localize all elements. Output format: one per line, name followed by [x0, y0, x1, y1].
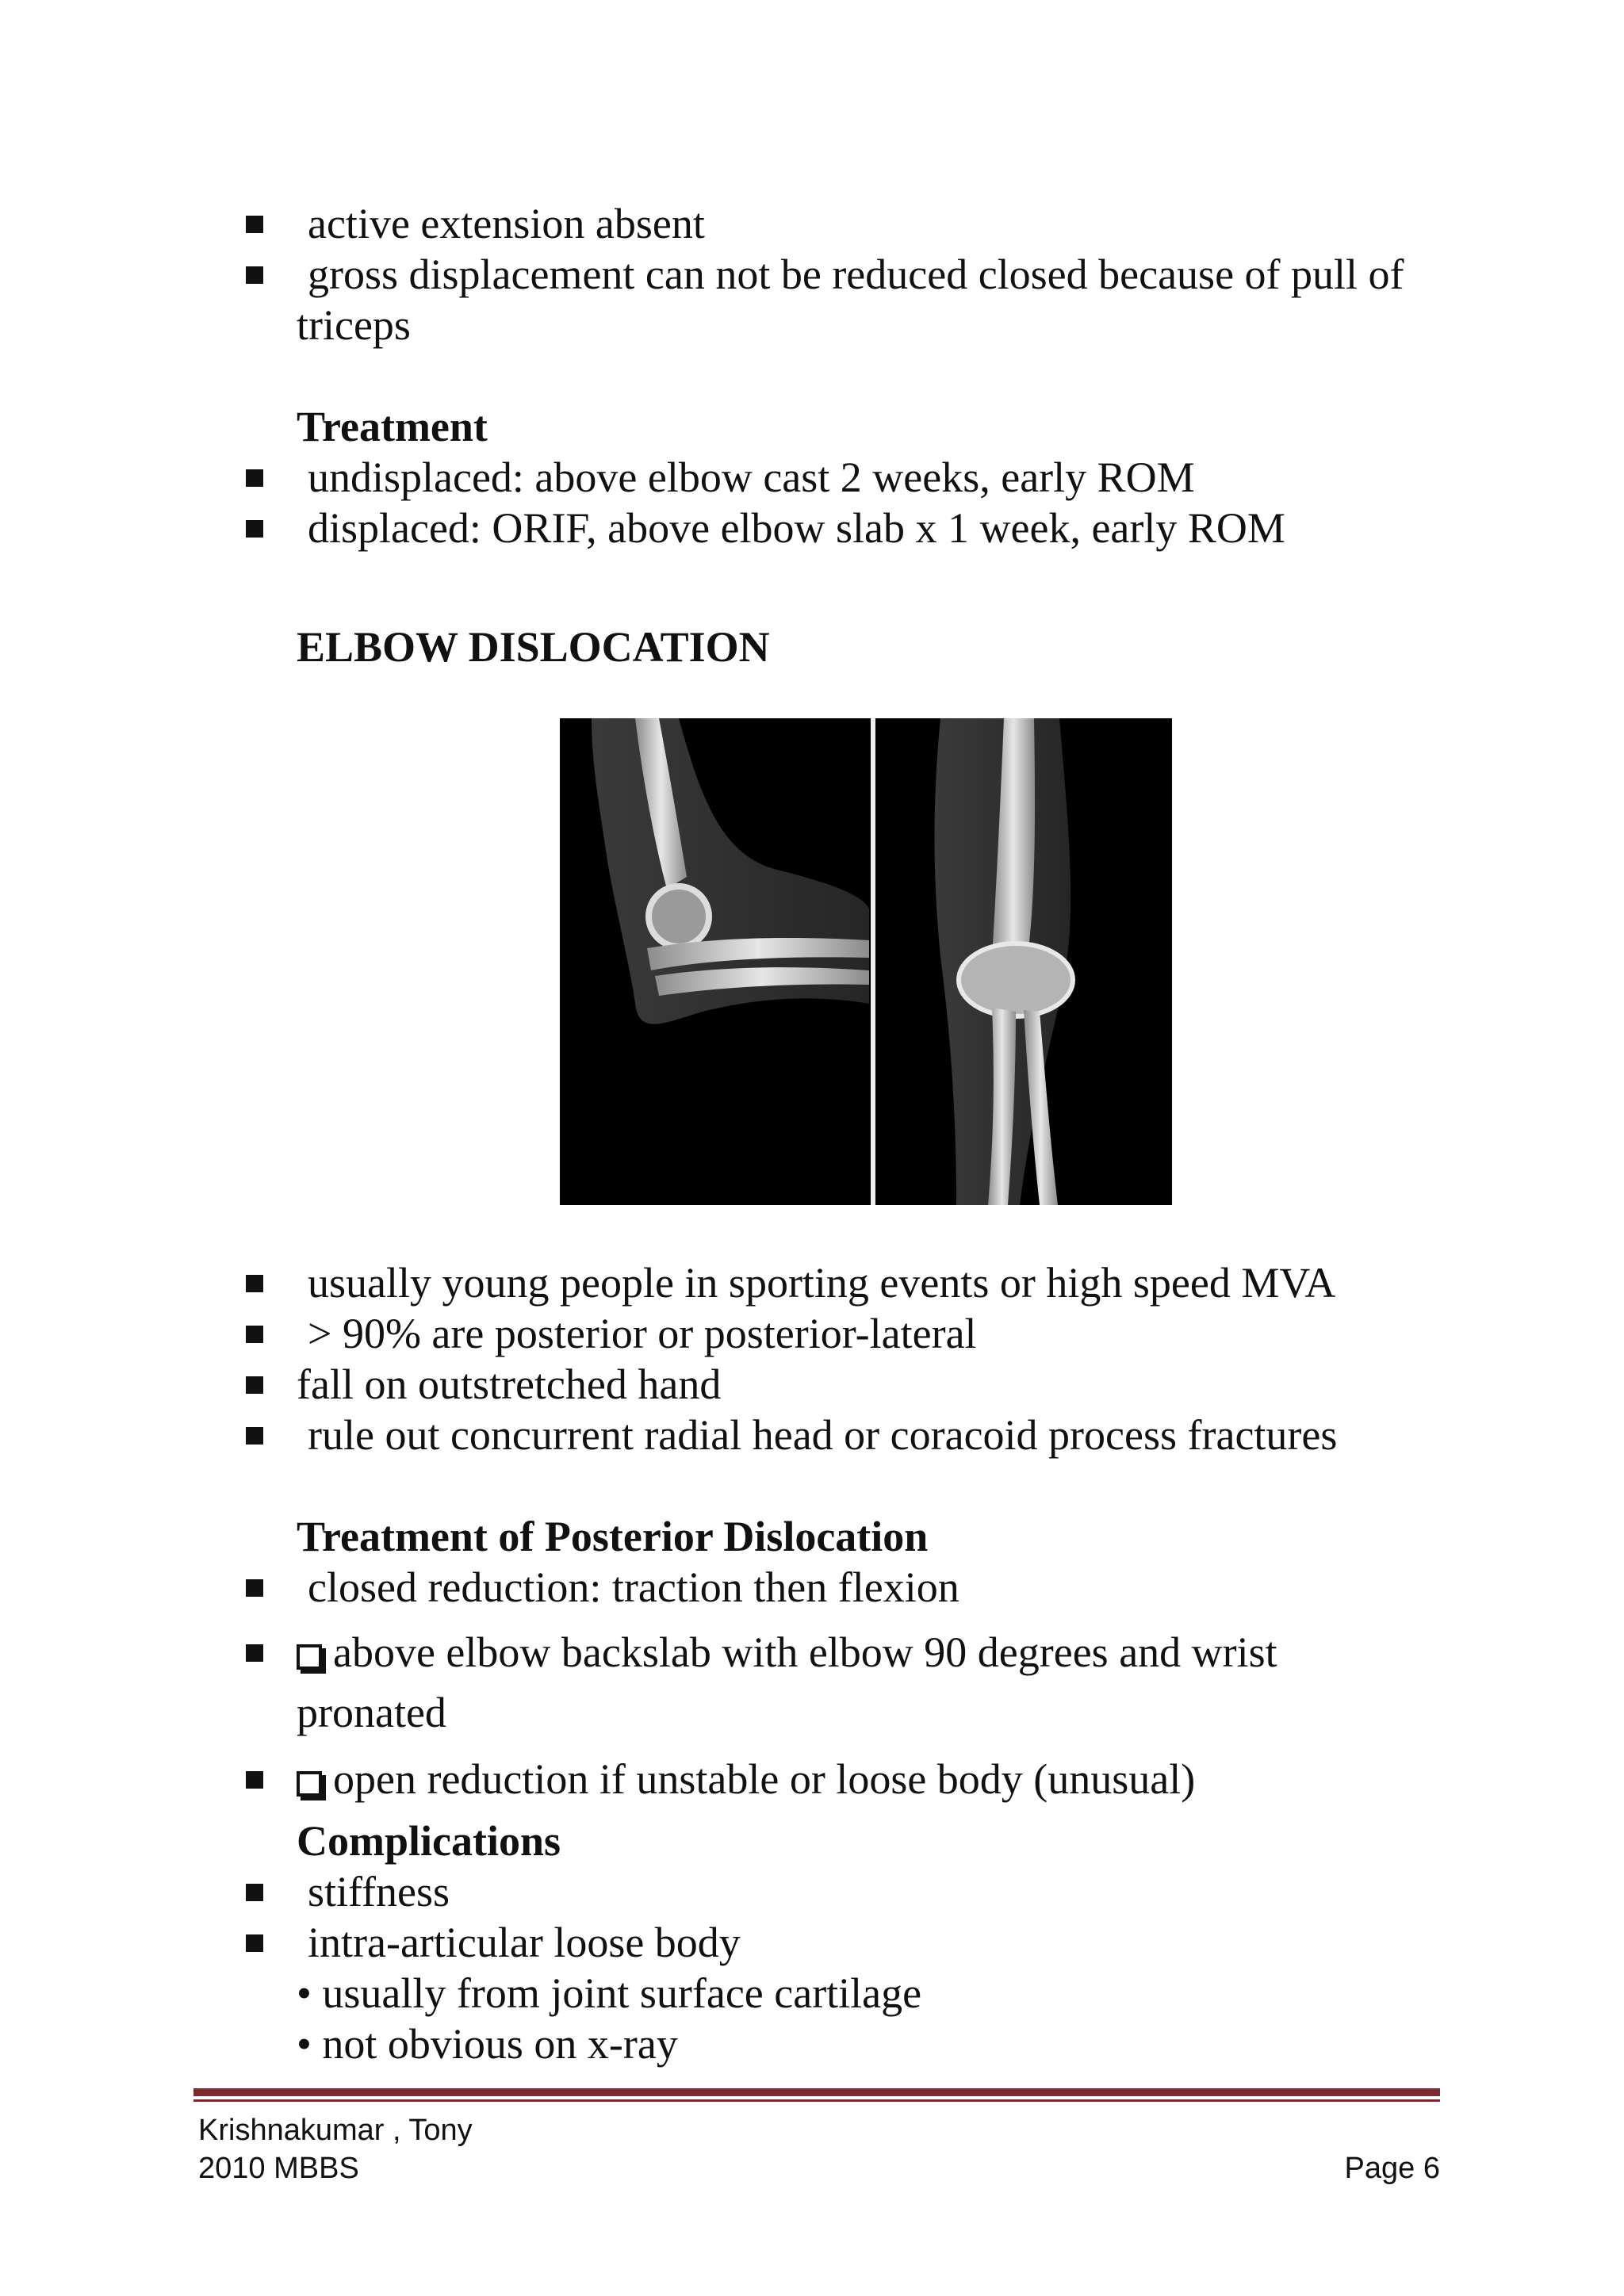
footer-course: 2010 MBBS	[198, 2152, 359, 2185]
bullet-text: stiffness	[308, 1868, 450, 1915]
square-bullet-icon	[246, 1579, 263, 1597]
continuation-text: pronated	[297, 1689, 446, 1736]
square-bullet-icon	[246, 266, 263, 284]
square-bullet-icon	[246, 1644, 263, 1662]
footer-page-number: Page 6	[1344, 2152, 1440, 2185]
sub-bullet-text: • usually from joint surface cartilage	[297, 1969, 922, 2017]
bullet-text: closed reduction: traction then flexion	[308, 1563, 959, 1611]
square-bullet-icon	[246, 469, 263, 487]
square-bullet-icon	[246, 216, 263, 233]
xray-ap-view	[935, 718, 1074, 1205]
square-bullet-icon	[246, 1884, 263, 1901]
footer-rule	[193, 2088, 1440, 2096]
bullet-text: above elbow backslab with elbow 90 degrees and wrist	[297, 1627, 1277, 1678]
document-page: active extension absent gross displacement can not be reduced closed because of pull of triceps Treatment undisplaced: above elbow cast 2 weeks, early ROM displaced: ORIF, above elbow slab x 1 week, early ROM ELBOW DISLOCATION usually young people in sporting events or high speed MVA > 90% are posterior or posterior-lateral fall on outstretched hand rule out concurrent radial head or coracoid process fractures Treatment of Posterior Dislocation closed reduction: traction then flexion above elbow backslab with elbow 90 degrees and wrist pronated open reduction if unstable or loose body (unusual) Complications stiffness intra-articular loose body • usually from joint surface cartilage • not obvious on x-ray Krishnakumar , Tony 2010 MBBS Page 6	[0, 0, 1624, 2296]
sub-bullet-text: • not obvious on x-ray	[297, 2020, 678, 2068]
square-bullet-icon	[246, 1275, 263, 1292]
square-bullet-icon	[246, 1326, 263, 1343]
square-bullet-icon	[246, 1376, 263, 1394]
bullet-text: gross displacement can not be reduced closed because of pull of	[308, 251, 1404, 298]
bullet-text: rule out concurrent radial head or coracoid process fractures	[308, 1411, 1338, 1459]
xray-lateral-view	[592, 718, 869, 1024]
checkbox-icon	[297, 1644, 322, 1670]
bullet-text: undisplaced: above elbow cast 2 weeks, early ROM	[308, 453, 1195, 501]
square-bullet-icon	[246, 1771, 263, 1789]
bullet-text: displaced: ORIF, above elbow slab x 1 week, early ROM	[308, 504, 1285, 552]
bullet-text: active extension absent	[308, 200, 705, 247]
footer-rule-thin	[193, 2099, 1440, 2102]
bullet-text: > 90% are posterior or posterior-lateral	[308, 1310, 977, 1357]
xray-image	[560, 718, 1172, 1205]
square-bullet-icon	[246, 1427, 263, 1445]
bullet-text: fall on outstretched hand	[297, 1360, 722, 1408]
checkbox-icon	[297, 1771, 322, 1797]
continuation-text: triceps	[297, 301, 411, 349]
square-bullet-icon	[246, 520, 263, 538]
bullet-text: intra-articular loose body	[308, 1919, 741, 1966]
xray-divider	[871, 718, 875, 1205]
square-bullet-icon	[246, 1934, 263, 1952]
footer-author: Krishnakumar , Tony	[198, 2114, 473, 2147]
bullet-text: open reduction if unstable or loose body (unusual)	[297, 1754, 1195, 1804]
bullet-text: usually young people in sporting events or high speed MVA	[308, 1259, 1336, 1307]
